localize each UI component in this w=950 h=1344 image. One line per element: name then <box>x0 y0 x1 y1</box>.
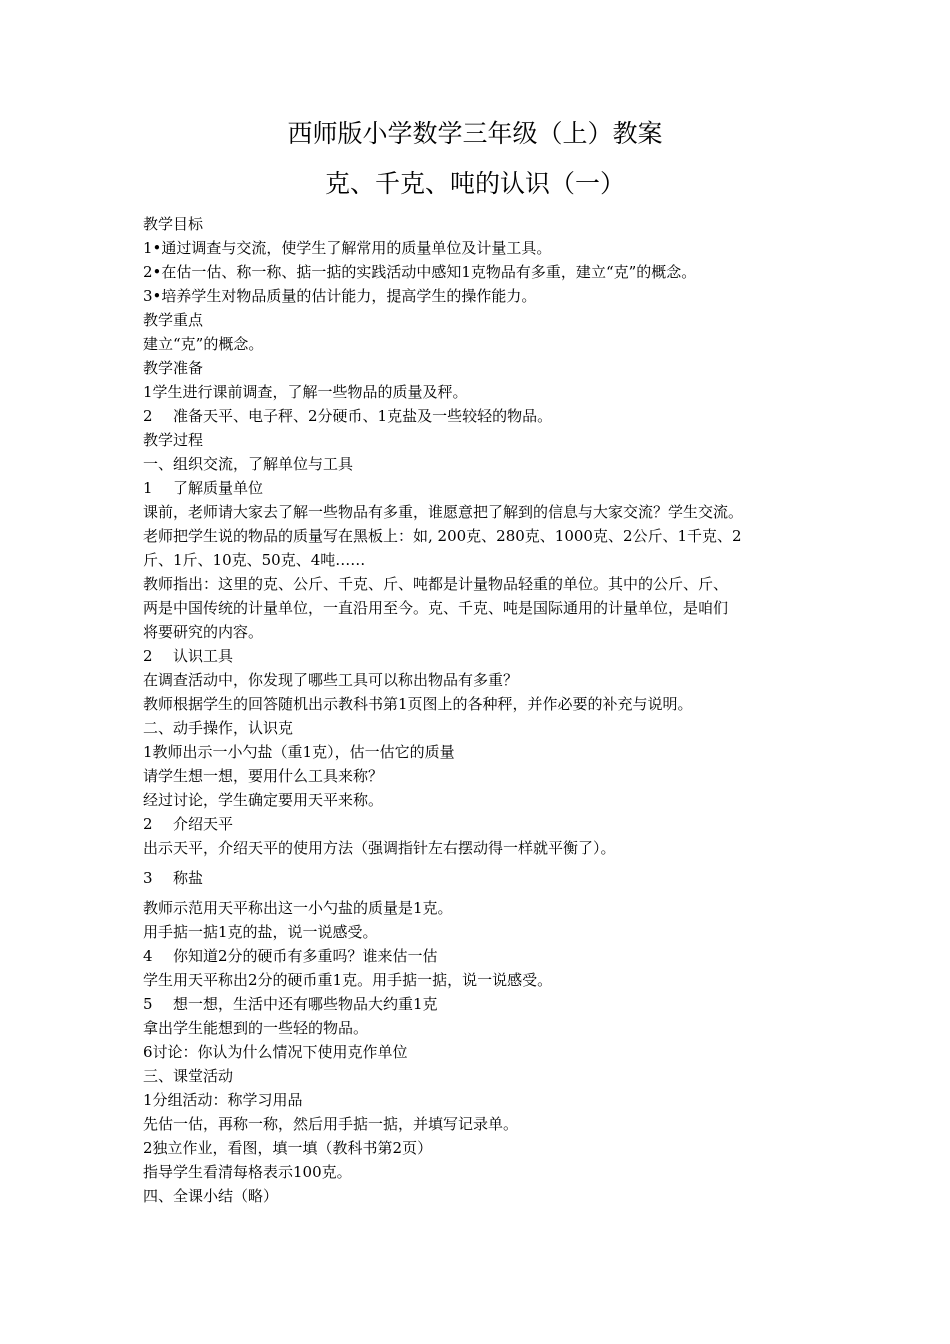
text-line <box>143 620 833 644</box>
lesson-title: 克、千克、吨的认识（一） <box>324 169 625 198</box>
text-line <box>143 476 833 500</box>
text-line <box>143 404 833 428</box>
text-line <box>143 1184 833 1208</box>
line-text: 了解质量单位 <box>173 479 264 497</box>
item-number: 2 <box>143 815 153 833</box>
text-line <box>143 968 833 992</box>
line-text: 拿出学生能想到的一些轻的物品。 <box>143 1019 369 1037</box>
text-line <box>143 692 833 716</box>
line-text: 你知道2分的硬币有多重吗？谁来估一估 <box>173 947 438 965</box>
text-line <box>143 332 833 356</box>
line-text: 一、组织交流，了解单位与工具 <box>143 455 354 473</box>
text-line <box>143 668 833 692</box>
line-text: 1教师出示一小勺盐（重1克），估一估它的质量 <box>143 743 455 761</box>
document-title: 西师版小学数学三年级（上）教案 <box>287 119 663 148</box>
text-line <box>143 500 833 524</box>
line-text: 请学生想一想，要用什么工具来称？ <box>143 767 384 785</box>
item-number: 1 <box>143 479 153 497</box>
text-line <box>143 596 833 620</box>
line-text: 教学重点 <box>143 311 204 329</box>
text-line <box>143 944 833 968</box>
text-line <box>143 212 833 236</box>
line-text: 教学过程 <box>143 431 204 449</box>
text-line <box>143 260 833 284</box>
text-line <box>143 788 833 812</box>
line-text: 教师根据学生的回答随机出示教科书第1页图上的各种秤，并作必要的补充与说明。 <box>143 695 693 713</box>
text-line <box>143 920 833 944</box>
line-text: 1•通过调查与交流，使学生了解常用的质量单位及计量工具。 <box>143 239 552 257</box>
text-line <box>143 866 833 890</box>
line-text: 2•在估一估、称一称、掂一掂的实践活动中感知1克物品有多重，建立“克”的概念。 <box>143 263 697 281</box>
line-text: 介绍天平 <box>173 815 234 833</box>
line-text: 用手掂一掂1克的盐，说一说感受。 <box>143 923 378 941</box>
item-number: 5 <box>143 995 153 1013</box>
line-text: 四、全课小结（略） <box>143 1187 279 1205</box>
text-line <box>143 896 833 920</box>
text-line <box>143 1064 833 1088</box>
text-line <box>143 740 833 764</box>
line-text: 教学准备 <box>143 359 204 377</box>
line-text: 称盐 <box>173 869 204 887</box>
line-text: 学生用天平称出2分的硬币重1克。用手掂一掂，说一说感受。 <box>143 971 553 989</box>
line-text: 认识工具 <box>173 647 234 665</box>
text-line <box>143 356 833 380</box>
text-line <box>143 572 833 596</box>
text-line <box>143 716 833 740</box>
line-text: 教师指出：这里的克、公斤、千克、斤、吨都是计量物品轻重的单位。其中的公斤、斤、 <box>143 575 729 593</box>
text-line <box>143 452 833 476</box>
text-line <box>143 1088 833 1112</box>
text-line <box>143 1112 833 1136</box>
line-text: 6讨论：你认为什么情况下使用克作单位 <box>143 1043 408 1061</box>
line-text: 三、课堂活动 <box>143 1067 234 1085</box>
line-text: 将要研究的内容。 <box>143 623 264 641</box>
text-line <box>143 1040 833 1064</box>
text-line <box>143 644 833 668</box>
text-line <box>143 1160 833 1184</box>
text-line <box>143 992 833 1016</box>
line-text: 斤、1斤、10克、50克、4吨…… <box>143 551 366 569</box>
line-text: 出示天平，介绍天平的使用方法（强调指针左右摆动得一样就平衡了）。 <box>143 839 616 857</box>
line-text: 1学生进行课前调查，了解一些物品的质量及秤。 <box>143 383 468 401</box>
text-line <box>143 548 833 572</box>
line-text: 先估一估，再称一称，然后用手掂一掂，并填写记录单。 <box>143 1115 519 1133</box>
text-line <box>143 236 833 260</box>
line-text: 建立“克”的概念。 <box>143 335 264 353</box>
text-line <box>143 308 833 332</box>
line-text: 两是中国传统的计量单位，一直沿用至今。克、千克、吨是国际通用的计量单位，是咱们 <box>143 599 729 617</box>
line-text: 老师把学生说的物品的质量写在黑板上：如, 200克、280克、1000克、2公斤、1千克、2 <box>143 527 742 545</box>
line-text: 教师示范用天平称出这一小勺盐的质量是1克。 <box>143 899 453 917</box>
item-number: 4 <box>143 947 153 965</box>
line-text: 3•培养学生对物品质量的估计能力，提高学生的操作能力。 <box>143 287 537 305</box>
text-line <box>143 1016 833 1040</box>
line-text: 准备天平、电子秤、2分硬币、1克盐及一些较轻的物品。 <box>173 407 553 425</box>
line-text: 2独立作业，看图，填一填（教科书第2页） <box>143 1139 433 1157</box>
text-line <box>143 524 833 548</box>
item-number: 2 <box>143 647 153 665</box>
item-number: 3 <box>143 869 153 887</box>
item-number: 2 <box>143 407 153 425</box>
line-text: 二、动手操作，认识克 <box>143 719 294 737</box>
text-line <box>143 1136 833 1160</box>
lesson-body <box>143 212 833 1208</box>
text-line <box>143 380 833 404</box>
line-text: 在调查活动中，你发现了哪些工具可以称出物品有多重？ <box>143 671 519 689</box>
text-line <box>143 428 833 452</box>
line-text: 课前，老师请大家去了解一些物品有多重，谁愿意把了解到的信息与大家交流？学生交流。 <box>143 503 744 521</box>
text-line <box>143 764 833 788</box>
text-line <box>143 836 833 860</box>
line-text: 经过讨论，学生确定要用天平来称。 <box>143 791 384 809</box>
line-text: 1分组活动：称学习用品 <box>143 1091 303 1109</box>
line-text: 指导学生看清每格表示100克。 <box>143 1163 352 1181</box>
text-line <box>143 284 833 308</box>
text-line <box>143 812 833 836</box>
line-text: 想一想，生活中还有哪些物品大约重1克 <box>173 995 438 1013</box>
line-text: 教学目标 <box>143 215 204 233</box>
